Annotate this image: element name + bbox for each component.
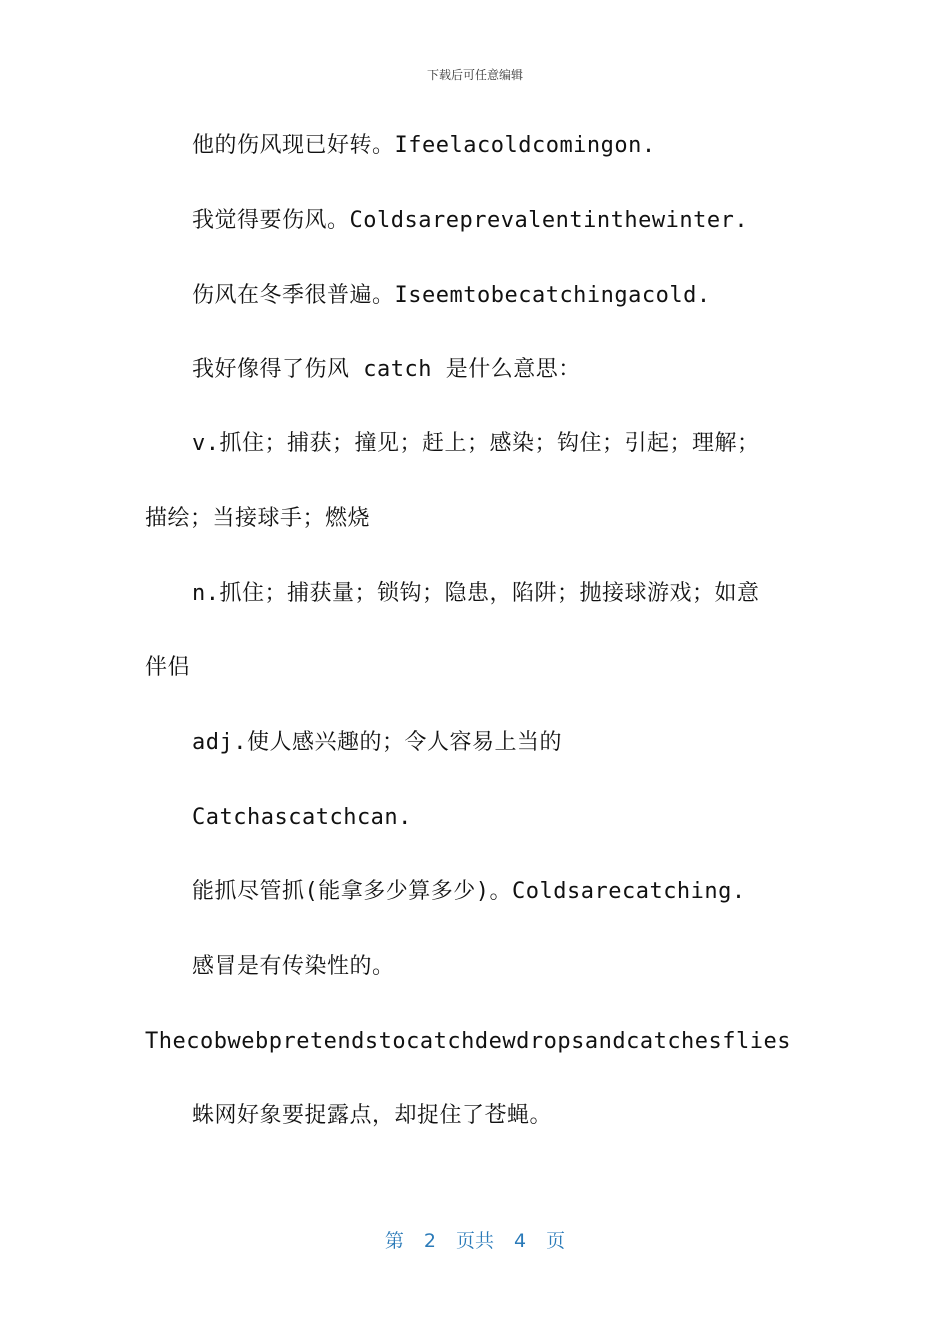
text-line: 伴侣 [145,655,191,680]
text-line: Catchascatchcan. [192,805,412,830]
text-line: 他的伤风现已好转。Ifeelacoldcomingon. [192,133,656,158]
text-line: 蛛网好象要捉露点，却捉住了苍蝇。 [192,1103,553,1128]
text-line: 我好像得了伤风 catch 是什么意思： [192,357,581,382]
page-number-footer [0,1226,950,1253]
text-line: 能抓尽管抓(能拿多少算多少)。Coldsarecatching. [192,879,746,904]
text-line: 感冒是有传染性的。 [192,954,395,979]
text-line: adj.使人感兴趣的；令人容易上当的 [192,730,562,755]
text-line: Thecobwebpretendstocatchdewdropsandcatchesflies [145,1029,792,1054]
text-line: 伤风在冬季很普遍。Iseemtobecatchingacold. [192,283,711,308]
text-line: 描绘；当接球手；燃烧 [145,506,371,531]
text-line: v.抓住；捕获；撞见；赶上；感染；钩住；引起；理解； [192,431,760,456]
page-number-label: 第 2 页共 4 页 [384,1230,566,1252]
text-line: 我觉得要伤风。Coldsareprevalentinthewinter. [192,208,749,233]
page-header-note: 下载后可任意编辑 [426,68,523,82]
text-line: n.抓住；捕获量；锁钩；隐患，陷阱；抛接球游戏；如意 [192,581,760,606]
